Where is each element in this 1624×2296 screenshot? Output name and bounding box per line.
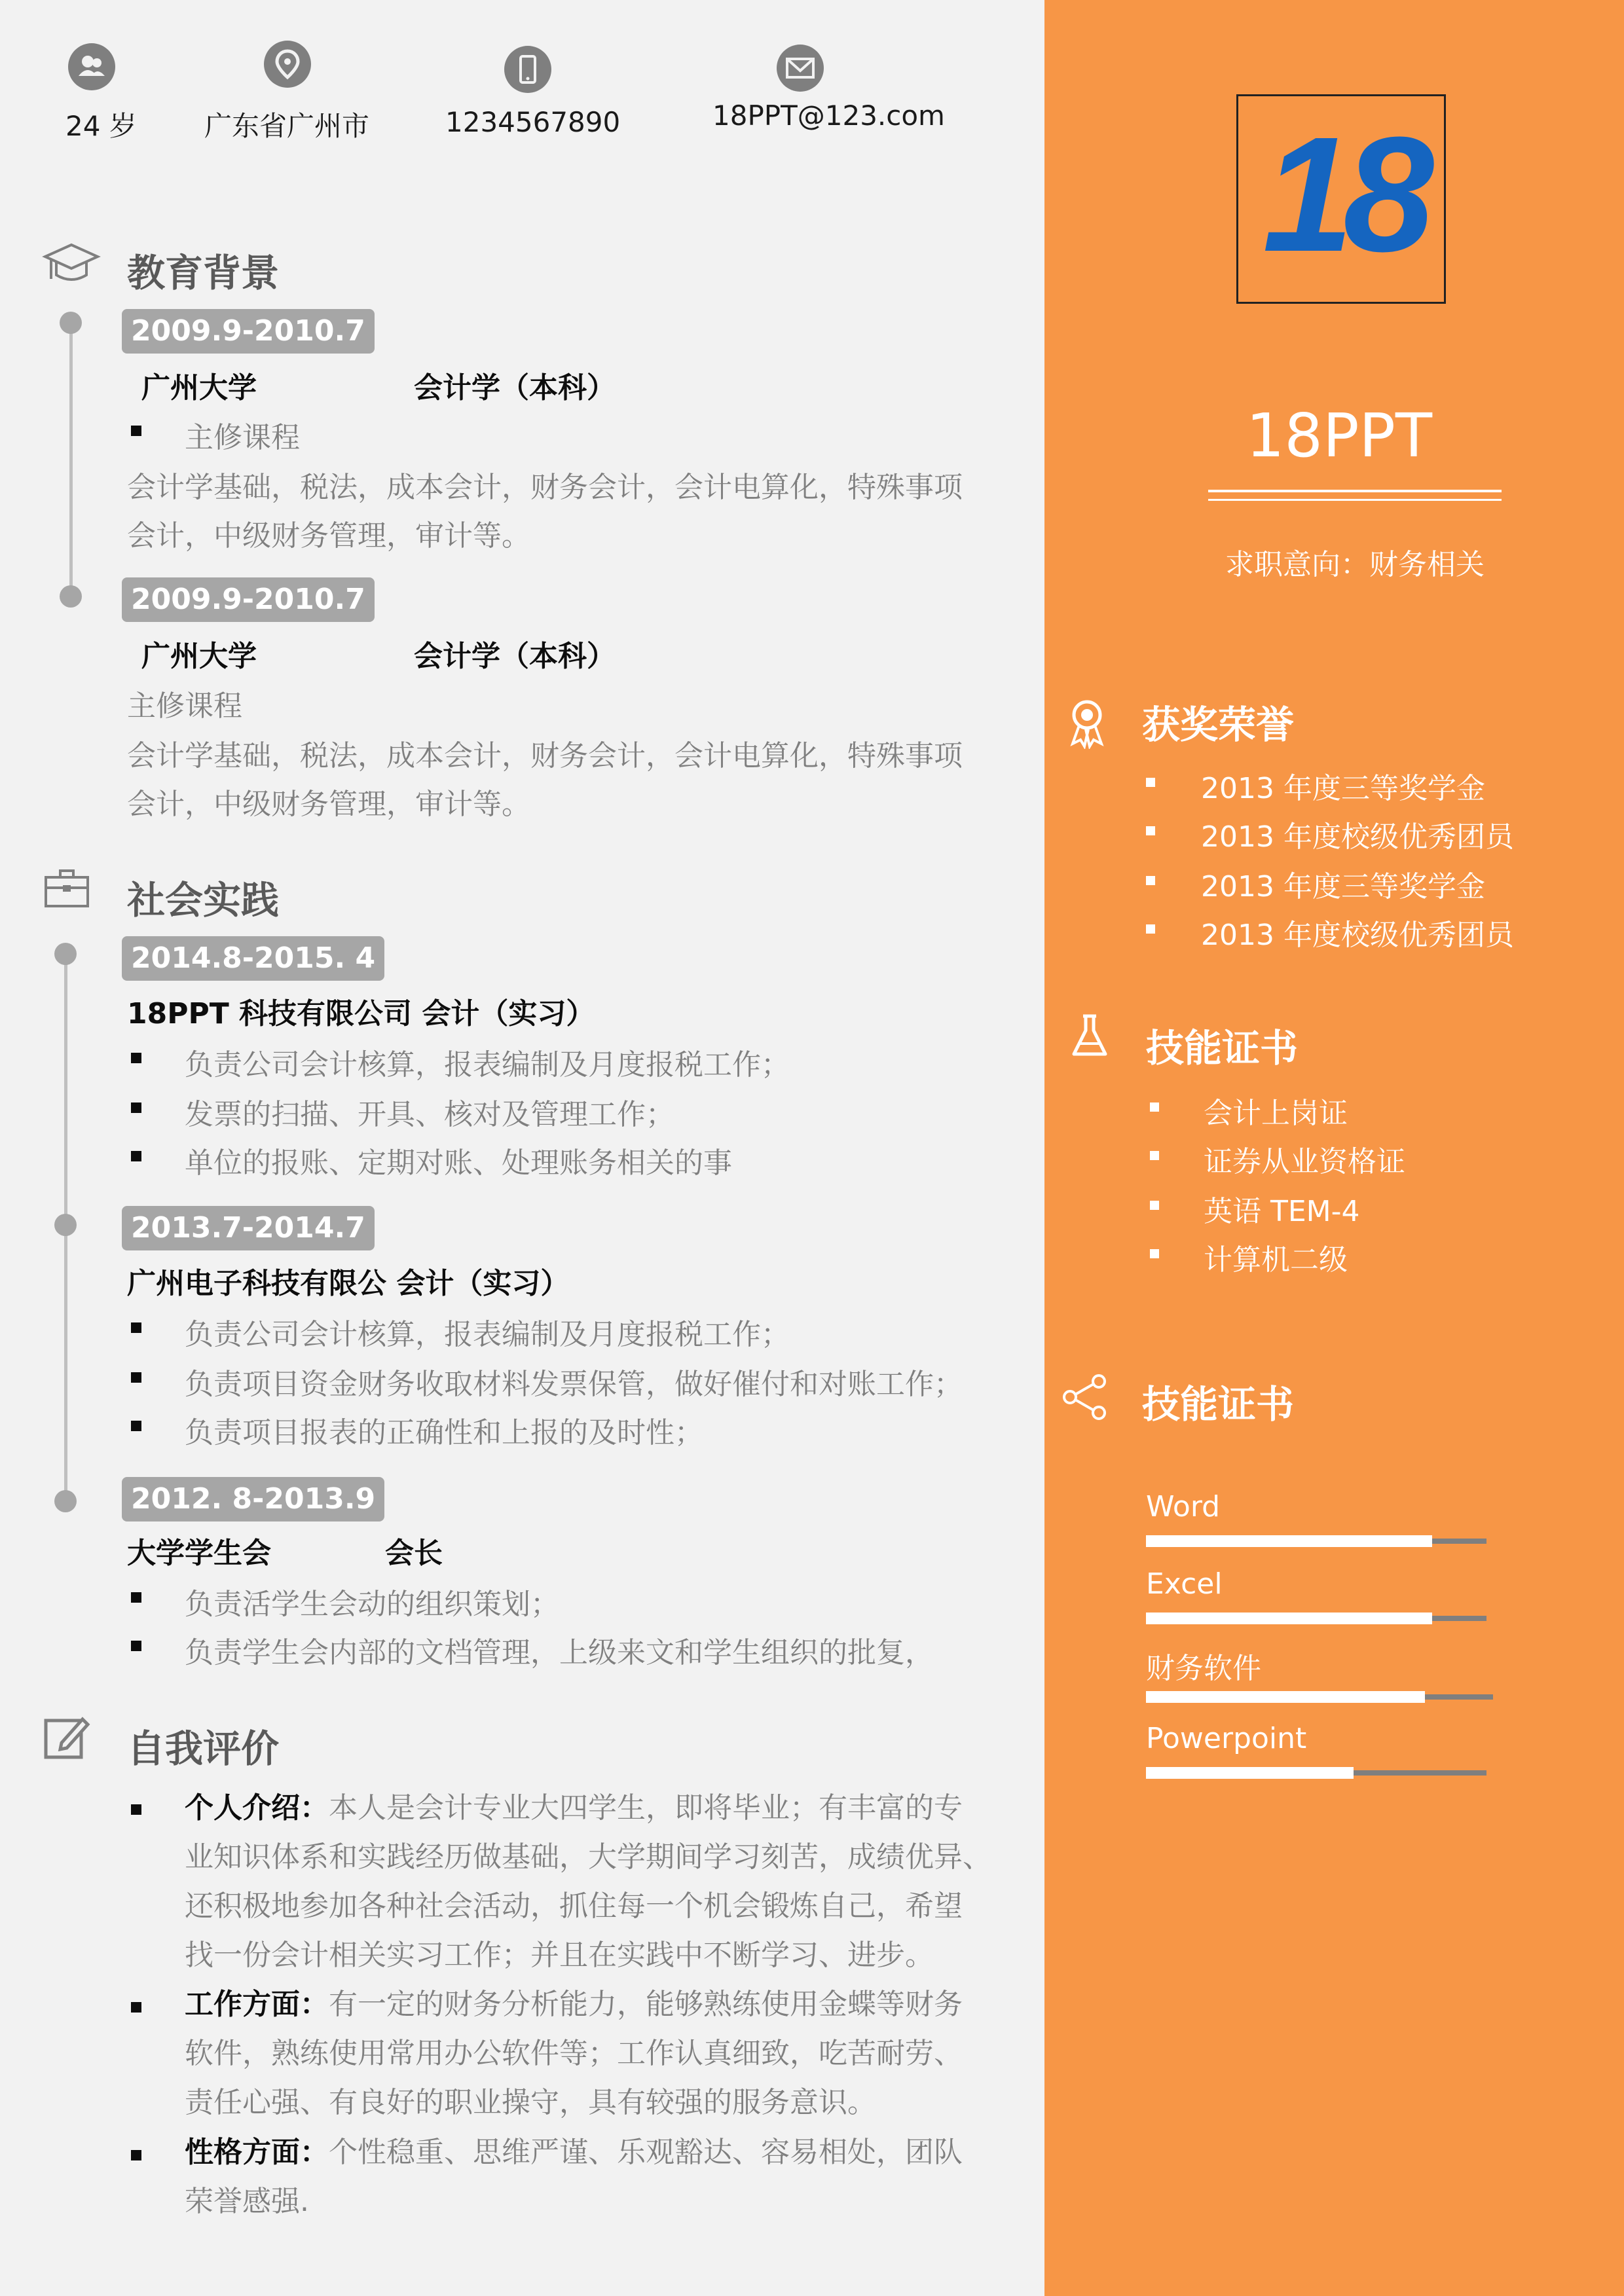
profile-name: 18PPT — [1246, 401, 1433, 471]
skills-title: 技能证书 — [1142, 1382, 1295, 1427]
certificates-title: 技能证书 — [1146, 1026, 1299, 1070]
timeline-dot — [54, 1490, 77, 1512]
award-item: 2013 年度校级优秀团员 — [1201, 820, 1514, 854]
practice-date-2: 2013.7-2014.7 — [122, 1206, 375, 1250]
email-icon — [777, 45, 824, 92]
duty-1-1: 负责公司会计核算，报表编制及月度报税工作； — [185, 1048, 790, 1082]
skill-bar-fill — [1146, 1767, 1354, 1779]
self-eval-personality-line: 个性稳重、思维严谨、乐观豁达、容易相处，团队 — [329, 2136, 963, 2169]
bullet — [131, 1592, 141, 1603]
certificate-item: 英语 TEM-4 — [1204, 1195, 1360, 1228]
graduation-cap-icon — [42, 238, 101, 293]
self-eval-personality — [185, 2128, 970, 2226]
timeline-dot — [54, 943, 77, 965]
skill-name: 财务软件 — [1146, 1652, 1261, 1685]
award-item: 2013 年度三等奖学金 — [1201, 870, 1485, 903]
bullet — [1146, 826, 1155, 835]
age-text: 24 岁 — [65, 110, 137, 142]
logo-text: 18 — [1262, 103, 1424, 285]
bullet — [131, 1102, 141, 1113]
education-date-1: 2009.9-2010.7 — [122, 309, 375, 354]
bullet — [1150, 1249, 1159, 1258]
major-2: 会计学（本科） — [414, 640, 616, 673]
self-eval-work-line: 责任心强、有良好的职业操守，具有较强的服务意识。 — [185, 2086, 876, 2119]
self-eval-work-line: 有一定的财务分析能力，能够熟练使用金蝶等财务 — [329, 1988, 963, 2021]
share-icon — [1060, 1372, 1109, 1425]
course-line-1a: 会计学基础，税法，成本会计，财务会计，会计电算化，特殊事项 — [127, 471, 963, 504]
phone-text: 1234567890 — [445, 106, 621, 138]
self-eval-intro-line: 业知识体系和实践经历做基础，大学期间学习刻苦，成绩优异、 — [185, 1840, 991, 1874]
skill-name: Excel — [1146, 1567, 1223, 1601]
bullet — [131, 1151, 141, 1161]
self-eval-title: 自我评价 — [127, 1726, 280, 1771]
self-eval-intro-line: 找一份会计相关实习工作；并且在实践中不断学习、进步。 — [185, 1939, 934, 1972]
major-1: 会计学（本科） — [414, 371, 616, 405]
self-eval-work — [185, 1980, 970, 2127]
practice-org-2: 广州电子科技有限公 会计（实习） — [127, 1267, 570, 1300]
education-timeline — [69, 321, 73, 597]
bullet — [1150, 1201, 1159, 1210]
duty-2-3: 负责项目报表的正确性和上报的及时性； — [185, 1416, 703, 1449]
course-line-2a: 会计学基础，税法，成本会计，财务会计，会计电算化，特殊事项 — [127, 739, 963, 773]
email-text: 18PPT@123.com — [712, 100, 945, 132]
skill-name: Powerpoint — [1146, 1722, 1307, 1755]
name-underline — [1208, 499, 1502, 501]
location-icon — [264, 41, 311, 88]
certificate-item: 证券从业资格证 — [1204, 1145, 1405, 1178]
bullet — [131, 1641, 141, 1651]
course-line-1b: 会计，中级财务管理，审计等。 — [127, 519, 530, 553]
bullet — [131, 1372, 141, 1383]
user-icon — [68, 43, 115, 90]
duty-2-1: 负责公司会计核算，报表编制及月度报税工作； — [185, 1318, 790, 1351]
award-ribbon-icon — [1062, 697, 1112, 752]
course-label-1: 主修课程 — [185, 421, 300, 454]
school-name-2: 广州大学 — [141, 640, 257, 673]
bullet — [1146, 778, 1155, 787]
self-eval-personality-label: 性格方面： — [185, 2136, 329, 2169]
logo-frame — [1236, 94, 1446, 304]
education-title: 教育背景 — [127, 251, 280, 295]
location-text: 广东省广州市 — [204, 110, 370, 142]
certificate-item: 会计上岗证 — [1204, 1097, 1348, 1130]
course-line-2b: 会计，中级财务管理，审计等。 — [127, 788, 530, 821]
awards-title: 获奖荣誉 — [1142, 702, 1295, 747]
self-eval-intro-line: 本人是会计专业大四学生，即将毕业；有丰富的专 — [329, 1791, 963, 1825]
skill-bar-fill — [1146, 1613, 1432, 1624]
skill-bar-fill — [1146, 1691, 1425, 1703]
award-item: 2013 年度校级优秀团员 — [1201, 919, 1514, 952]
practice-role-3: 会长 — [385, 1537, 443, 1570]
phone-icon — [504, 46, 551, 93]
job-objective: 求职意向：财务相关 — [1225, 548, 1485, 581]
duty-1-2: 发票的扫描、开具、核对及管理工作； — [185, 1098, 674, 1131]
self-eval-intro-line: 还积极地参加各种社会活动，抓住每一个机会锻炼自己，希望 — [185, 1889, 963, 1923]
duty-2-2: 负责项目资金财务收取材料发票保管，做好催付和对账工作； — [185, 1368, 963, 1401]
name-underline — [1208, 490, 1502, 492]
bullet — [131, 1322, 141, 1333]
self-eval-personality-line: 荣誉感强. — [185, 2185, 309, 2218]
self-eval-intro-label: 个人介绍： — [185, 1791, 329, 1825]
bullet — [131, 2002, 141, 2013]
practice-org-3: 大学学生会 — [127, 1537, 271, 1570]
timeline-dot — [54, 1214, 77, 1236]
bullet — [131, 1421, 141, 1431]
certificate-item: 计算机二级 — [1204, 1243, 1348, 1277]
award-item: 2013 年度三等奖学金 — [1201, 772, 1485, 805]
bullet — [131, 1804, 141, 1815]
bullet — [1146, 876, 1155, 885]
duty-3-1: 负责活学生会动的组织策划； — [185, 1588, 559, 1621]
bullet — [1150, 1151, 1159, 1160]
school-name-1: 广州大学 — [141, 371, 257, 405]
practice-title: 社会实践 — [127, 878, 280, 922]
education-date-2: 2009.9-2010.7 — [122, 577, 375, 622]
practice-date-1: 2014.8-2015. 4 — [122, 936, 384, 981]
practice-date-3: 2012. 8-2013.9 — [122, 1477, 384, 1522]
timeline-dot — [60, 585, 82, 608]
self-eval-work-line: 软件，熟练使用常用办公软件等；工作认真细致，吃苦耐劳、 — [185, 2037, 963, 2070]
course-label-2: 主修课程 — [127, 689, 242, 723]
duty-3-2: 负责学生会内部的文档管理，上级来文和学生组织的批复， — [185, 1636, 934, 1669]
self-eval-work-label: 工作方面： — [185, 1988, 329, 2021]
bullet — [131, 1053, 141, 1063]
bullet — [131, 2150, 141, 2160]
timeline-dot — [60, 312, 82, 334]
flask-icon — [1069, 1012, 1111, 1062]
bullet — [131, 426, 141, 436]
skill-bar-fill — [1146, 1535, 1432, 1547]
edit-icon — [42, 1713, 92, 1765]
duty-1-3: 单位的报账、定期对账、处理账务相关的事 — [185, 1146, 732, 1180]
briefcase-icon — [43, 866, 90, 915]
self-eval-intro — [185, 1783, 991, 1980]
bullet — [1146, 924, 1155, 934]
skill-name: Word — [1146, 1490, 1221, 1523]
practice-org-1: 18PPT 科技有限公司 会计（实习） — [127, 997, 595, 1030]
bullet — [1150, 1102, 1159, 1112]
